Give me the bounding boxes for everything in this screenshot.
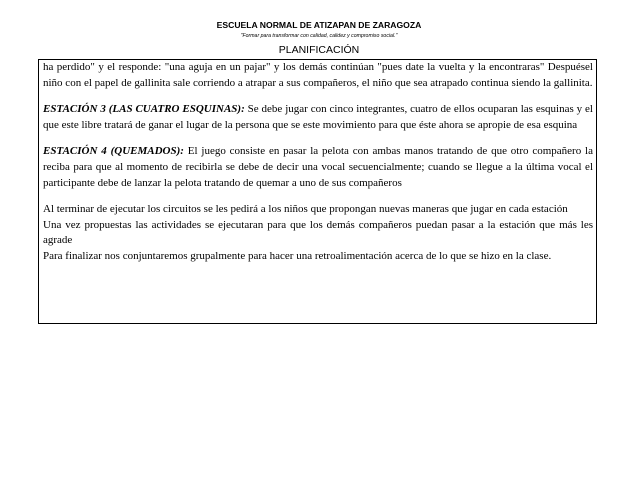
paragraph-spacer xyxy=(43,133,593,144)
intro-paragraph: ha perdido" y el responde: "una aguja en un pajar" y los demás continúan "pues date la vuelta y la encontraras" Despuésel niño con el papel de gallinita sale corriendo a atrapar a sus compañeros, el niño que sea atrapado continua siendo la gallinita. xyxy=(43,61,593,89)
planning-content-box xyxy=(38,59,597,324)
station-4-description: El juego consiste en pasar la pelota con ambas manos tratando de que otro compañero la reciba para que al momento de recibirla se debe de decir una vocal secuencialmente; cuando se llegue a la última vocal el participante debe de lanzar la pelota tratando de quemar a uno de sus compañeros xyxy=(43,145,594,189)
station-3-paragraph xyxy=(43,102,593,133)
paragraph-spacer xyxy=(43,91,593,102)
document-title: PLANIFICACIÓN xyxy=(278,44,360,56)
station-4-name: ESTACIÓN 4 (QUEMADOS): xyxy=(43,145,184,158)
closing-paragraph-1: Al terminar de ejecutar los circuitos se les pedirá a los niños que propongan nuevas maneras que jugar en cada estación xyxy=(43,203,568,216)
station-3-name: ESTACIÓN 3 (LAS CUATRO ESQUINAS): xyxy=(43,103,245,116)
station-3-description: Se debe jugar con cinco integrantes, cuatro de ellos ocuparan las esquinas y el que este libre tratará de ganar el lugar de la persona que se este movimiento para que éste ahora se apropie de esa esquina xyxy=(43,103,593,131)
school-motto: "Formar para transformar con calidad, calidez y compromiso social." xyxy=(240,33,398,39)
closing-paragraph-2: Una vez propuestas las actividades se ejecutaran para que los demás compañeros puedan pasar a la estación que más les agrade xyxy=(43,218,593,247)
school-name: ESCUELA NORMAL DE ATIZAPAN DE ZARAGOZA xyxy=(216,20,422,30)
station-4-paragraph xyxy=(43,144,593,191)
paragraph-spacer xyxy=(43,191,593,202)
closing-paragraph-3: Para finalizar nos conjuntaremos grupalmente para hacer una retroalimentación acerca de lo que se hizo en la clase. xyxy=(43,249,552,262)
